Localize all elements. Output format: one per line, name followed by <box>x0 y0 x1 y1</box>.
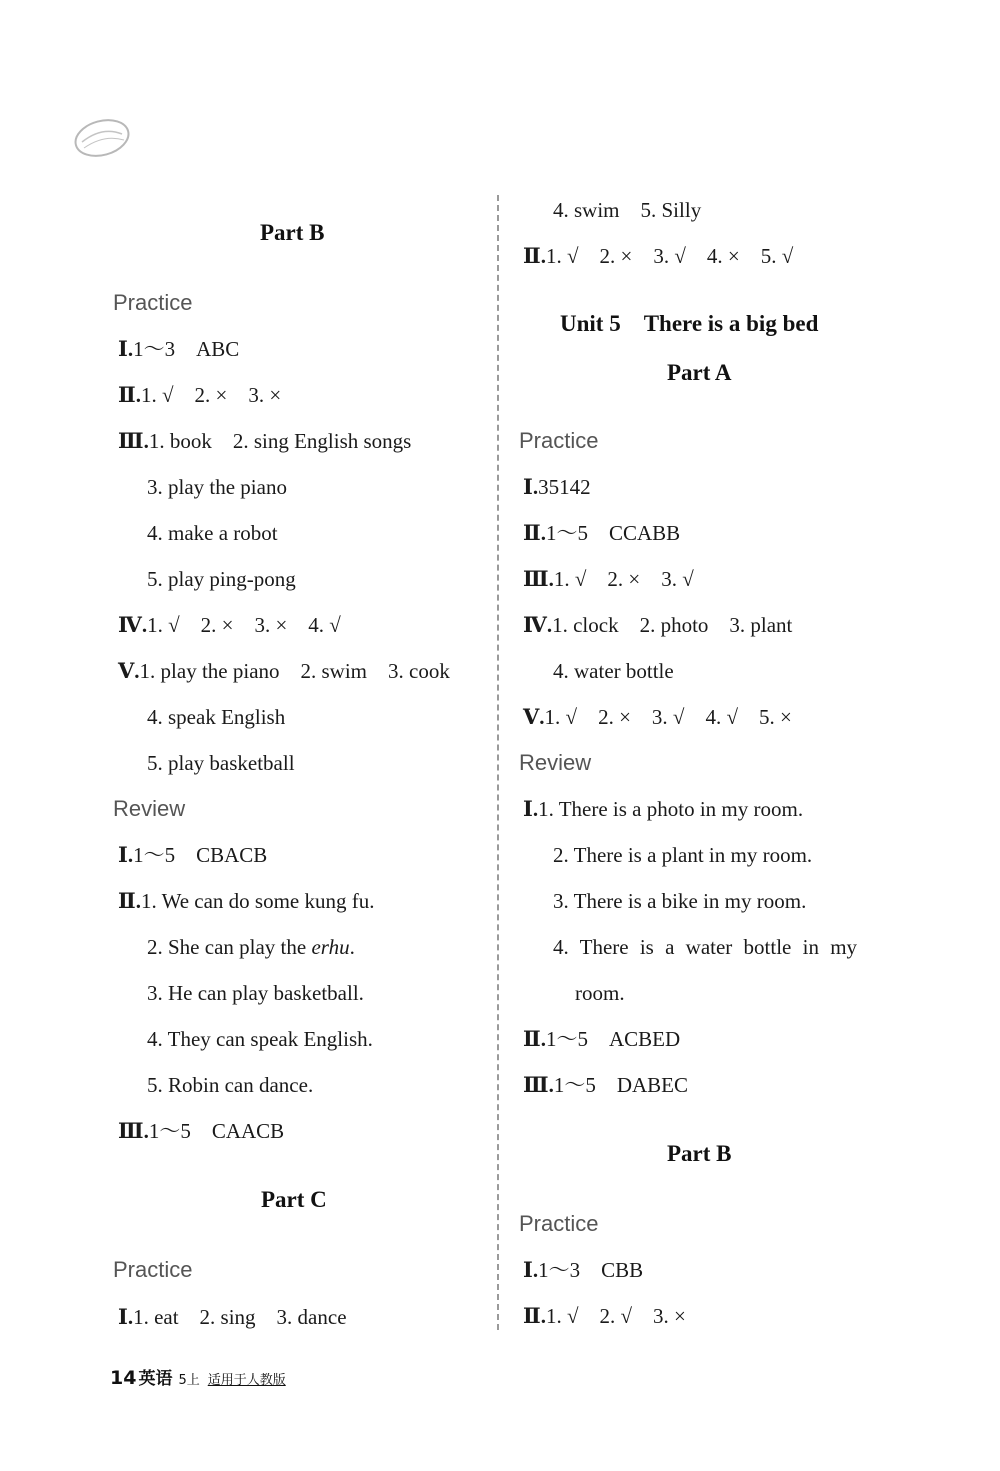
answer-line <box>147 564 296 594</box>
answer-text: 5. play basketball <box>147 751 295 775</box>
answer-line <box>523 241 793 271</box>
answer-text: 1～5 CBACB <box>133 843 268 867</box>
grade-label: 5上 <box>178 1373 200 1388</box>
answer-line <box>553 932 857 962</box>
roman-numeral: Ⅳ. <box>118 613 148 637</box>
roman-numeral: Ⅰ. <box>118 843 134 867</box>
answer-line <box>553 195 701 225</box>
answer-line <box>118 1302 347 1332</box>
answer-line <box>118 886 375 916</box>
answer-text: 1. There is a photo in my room. <box>538 797 804 821</box>
roman-numeral: Ⅴ. <box>523 705 545 729</box>
answer-text: 4. speak English <box>147 705 286 729</box>
answer-line <box>523 1024 680 1054</box>
answer-text: 1. eat 2. sing 3. dance <box>133 1305 347 1329</box>
answer-line <box>147 518 278 548</box>
page-footer <box>110 1364 286 1389</box>
answer-line <box>147 748 295 778</box>
answer-line <box>523 564 694 594</box>
roman-numeral: Ⅱ. <box>523 244 546 268</box>
answer-text: 1. √ 2. √ 3. × <box>545 1304 686 1328</box>
erhu-word: erhu <box>311 935 350 959</box>
answer-text: 1. play the piano 2. swim 3. cook <box>139 659 450 683</box>
answer-text: 1. We can do some kung fu. <box>140 889 375 913</box>
answer-text: 1～5 DABEC <box>553 1073 689 1097</box>
answer-text: 1. √ 2. × 3. √ 4. √ 5. × <box>544 705 792 729</box>
answer-text: 1. √ 2. × 3. √ <box>553 567 694 591</box>
answer-line <box>147 932 355 962</box>
roman-numeral: Ⅰ. <box>523 475 539 499</box>
roman-numeral: Ⅱ. <box>118 889 141 913</box>
answer-line <box>118 380 281 410</box>
roman-numeral: Ⅱ. <box>118 383 141 407</box>
answer-line <box>523 518 680 548</box>
answer-line <box>118 426 411 456</box>
answer-line <box>523 1255 643 1285</box>
practice-label: Practice <box>519 428 599 453</box>
answer-line <box>118 334 239 364</box>
answer-text: 1. √ 2. × 3. √ 4. × 5. √ <box>545 244 794 268</box>
roman-numeral: Ⅲ. <box>118 1119 149 1143</box>
answer-text: 3. There is a bike in my room. <box>553 889 807 913</box>
answer-line <box>553 840 812 870</box>
answer-line <box>553 656 674 686</box>
practice-label: Practice <box>519 1211 599 1236</box>
edition-label: 适用于人教版 <box>207 1373 286 1388</box>
answer-line <box>147 702 285 732</box>
answer-line <box>147 1024 373 1054</box>
roman-numeral: Ⅱ. <box>523 1027 546 1051</box>
answer-line <box>118 1116 284 1146</box>
answer-period: . <box>349 935 355 959</box>
answer-text: 4. There is a water bottle in my <box>553 935 858 959</box>
answer-line <box>523 794 803 824</box>
answer-line <box>523 472 591 502</box>
answer-line <box>118 656 450 686</box>
answer-text: 4. make a robot <box>147 521 278 545</box>
part-b-heading: Part B <box>667 1141 732 1166</box>
answer-text: 5. play ping-pong <box>147 567 296 591</box>
roman-numeral: Ⅲ. <box>523 567 554 591</box>
answer-text: 4. water bottle <box>553 659 674 683</box>
answer-line <box>553 886 806 916</box>
roman-numeral: Ⅱ. <box>523 1304 546 1328</box>
answer-text: 1. clock 2. photo 3. plant <box>552 613 793 637</box>
answer-text: 1～3 ABC <box>133 337 240 361</box>
answer-text: 3. He can play basketball. <box>147 981 364 1005</box>
part-a-heading: Part A <box>667 360 732 385</box>
practice-label: Practice <box>113 290 193 315</box>
part-b-heading: Part B <box>260 220 325 245</box>
answer-line <box>523 1070 688 1100</box>
answer-line <box>118 840 267 870</box>
roman-numeral: Ⅲ. <box>523 1073 554 1097</box>
answer-line <box>147 1070 313 1100</box>
answer-text: 5. Robin can dance. <box>147 1073 314 1097</box>
subject-label: 英语 <box>138 1369 173 1389</box>
column-divider <box>497 195 499 1330</box>
answer-line <box>523 610 792 640</box>
page-number: 14 <box>110 1367 137 1389</box>
answer-text: 1. √ 2. × 3. × 4. √ <box>147 613 341 637</box>
answer-text: 2. There is a plant in my room. <box>553 843 813 867</box>
answer-line <box>575 978 625 1008</box>
unit-heading: Unit 5 There is a big bed <box>560 311 819 336</box>
answer-text: 1～5 ACBED <box>545 1027 681 1051</box>
part-c-heading: Part C <box>261 1187 327 1212</box>
answer-line <box>118 610 341 640</box>
roman-numeral: Ⅰ. <box>523 1258 539 1282</box>
answer-text: 1～5 CAACB <box>148 1119 285 1143</box>
roman-numeral: Ⅴ. <box>118 659 140 683</box>
answer-line <box>147 978 364 1008</box>
roman-numeral: Ⅰ. <box>118 337 134 361</box>
answer-text: 1. √ 2. × 3. × <box>140 383 282 407</box>
answer-text: 1. book 2. sing English songs <box>148 429 412 453</box>
answer-text: 1～3 CBB <box>538 1258 644 1282</box>
answer-line <box>523 1301 686 1331</box>
review-label: Review <box>113 796 186 821</box>
roman-numeral: Ⅱ. <box>523 521 546 545</box>
roman-numeral: Ⅰ. <box>118 1305 134 1329</box>
answer-text: room. <box>575 981 625 1005</box>
publisher-logo-icon <box>70 112 134 164</box>
roman-numeral: Ⅲ. <box>118 429 149 453</box>
review-label: Review <box>519 750 592 775</box>
answer-text: 2. She can play the <box>147 935 312 959</box>
answer-text: 35142 <box>538 475 591 499</box>
answer-text: 3. play the piano <box>147 475 287 499</box>
practice-label: Practice <box>113 1257 193 1282</box>
answer-line <box>147 472 287 502</box>
roman-numeral: Ⅳ. <box>523 613 553 637</box>
answer-text: 4. swim 5. Silly <box>553 198 702 222</box>
roman-numeral: Ⅰ. <box>523 797 539 821</box>
answer-text: 1～5 CCABB <box>545 521 681 545</box>
answer-line <box>523 702 792 732</box>
answer-text: 4. They can speak English. <box>147 1027 373 1051</box>
